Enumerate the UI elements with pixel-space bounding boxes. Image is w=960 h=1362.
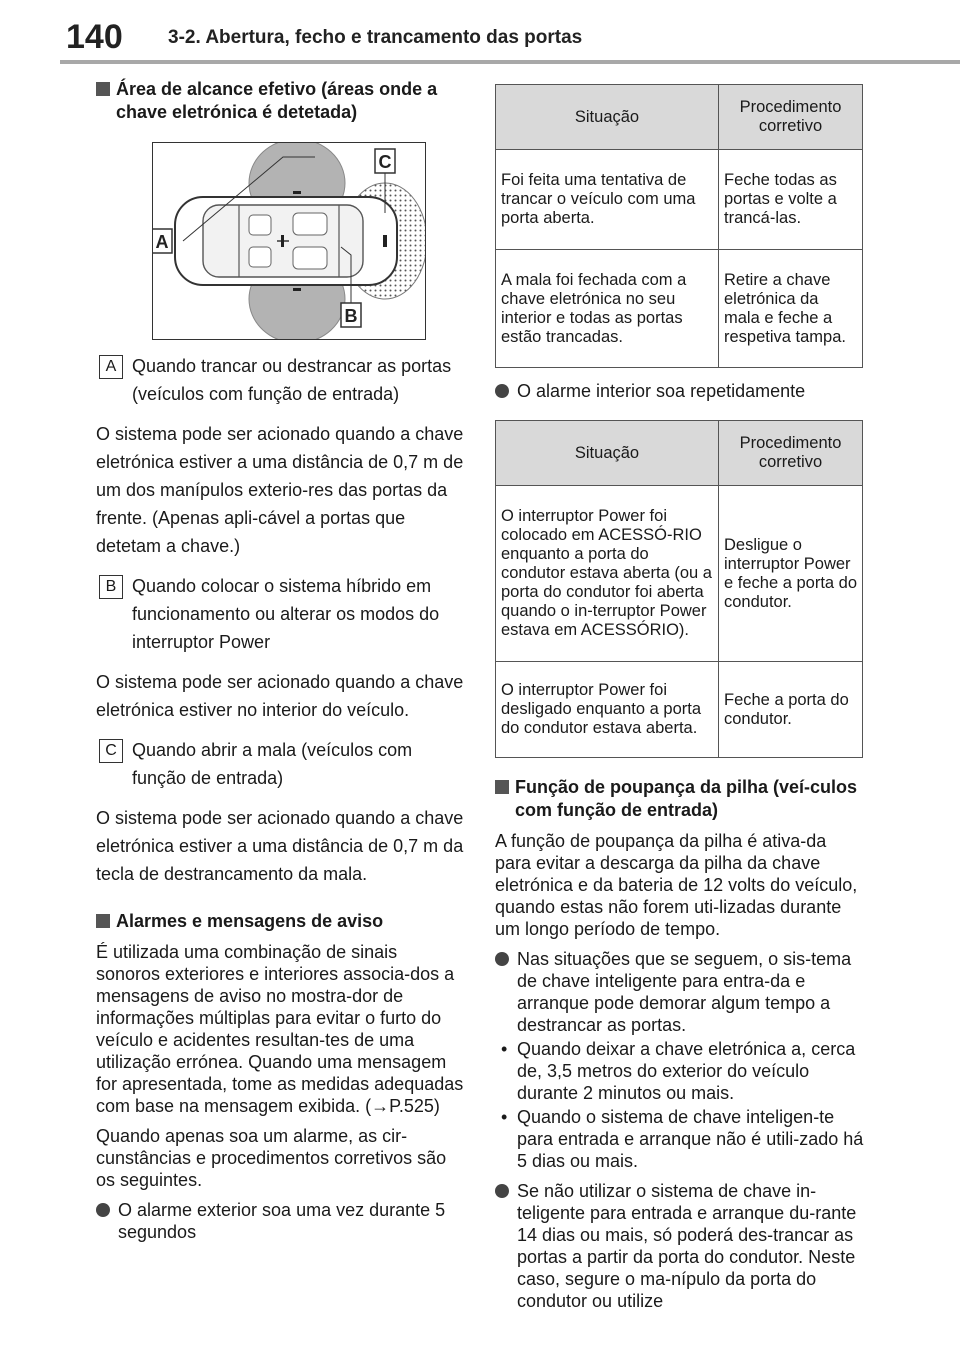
round-bullet-icon — [495, 384, 509, 398]
car-top-view-illustration — [153, 143, 425, 339]
item-b-title: B Quando colocar o sistema híbrido em funcionamento ou alterar os modos do interruptor Power — [96, 572, 466, 656]
letter-box-c: C — [99, 739, 123, 763]
table-cell-situation: O interruptor Power foi desligado enquanto a porta do condutor estava aberta. — [496, 662, 719, 758]
table-cell-situation: A mala foi fechada com a chave eletrónica no seu interior e todas as portas estão trancadas. — [496, 250, 719, 368]
header-rule — [60, 60, 960, 64]
figure-label-a: A — [155, 232, 169, 252]
table-row — [496, 662, 863, 758]
item-c-desc: O sistema pode ser acionado quando a chave eletrónica estiver a uma distância de 0,7 m da tecla de destrancamento da mala. — [96, 808, 464, 884]
battery-bullet-2: Se não utilizar o sistema de chave in-teligente para entrada e arranque du-rante 14 dias ou mais, só poderá des-trancar as portas a partir da porta do condutor. Neste caso, segure o ma-nípulo da porta do condutor ou utilize — [495, 1180, 865, 1312]
battery-dash-2: • Quando o sistema de chave inteligen-te para entrada e arranque não é utili-zado há 5 dias ou mais. — [501, 1107, 864, 1171]
battery-saving-heading: Função de poupança da pilha (veí-culos com função de entrada) — [495, 776, 865, 822]
battery-dash-1: • Quando deixar a chave eletrónica a, cerca de, 3,5 metros do exterior do veículo durante 2 minutos ou mais. — [501, 1039, 856, 1103]
table-cell-situation: Foi feita uma tentativa de trancar o veículo com uma porta aberta. — [496, 150, 719, 250]
item-c-title: C Quando abrir a mala (veículos com função de entrada) — [96, 736, 466, 792]
exterior-alarm-table — [495, 84, 863, 368]
table-header-situation: Situação — [496, 85, 719, 150]
battery-bullet-1: Nas situações que se seguem, o sis-tema de chave inteligente para entra-da e arranque pode demorar algum tempo a destrancar as portas. — [495, 948, 865, 1036]
table-cell-procedure: Retire a chave eletrónica da mala e feche a respetiva tampa. — [719, 250, 863, 368]
interior-alarm-table — [495, 420, 863, 758]
exterior-alarm-bullet: O alarme exterior soa uma vez durante 5 segundos — [96, 1199, 466, 1243]
alarms-paragraph-2: Quando apenas soa um alarme, as cir-cunstâncias e procedimentos corretivos são os seguintes. — [96, 1126, 447, 1190]
item-a-desc: O sistema pode ser acionado quando a chave eletrónica estiver a uma distância de 0,7 m de um dos manípulos exterio-res das portas da frente. (Apenas apli-cável a portas que detetam a chave.) — [96, 424, 464, 556]
item-a-title: A Quando trancar ou destrancar as portas (veículos com função de entrada) — [96, 352, 466, 408]
interior-alarm-bullet: O alarme interior soa repetidamente — [495, 380, 865, 402]
table-header-procedure: Procedimento corretivo — [719, 85, 863, 150]
battery-saving-paragraph: A função de poupança da pilha é ativa-da para evitar a descarga da pilha da chave eletrónica e da bateria de 12 volts do veículo, quando estas não forem uti-lizadas durante um longo período de tempo. — [495, 831, 858, 939]
page-number: 140 — [66, 18, 123, 56]
table-row — [496, 150, 863, 250]
square-bullet-icon — [96, 82, 110, 96]
table-header-procedure: Procedimento corretivo — [719, 421, 863, 486]
round-bullet-icon — [495, 1184, 509, 1198]
round-bullet-icon — [495, 952, 509, 966]
table-cell-procedure: Desligue o interruptor Power e feche a porta do condutor. — [719, 486, 863, 662]
alarms-heading: Alarmes e mensagens de aviso — [96, 910, 466, 933]
table-row — [496, 486, 863, 662]
right-column — [495, 84, 865, 1312]
item-b-desc: O sistema pode ser acionado quando a chave eletrónica estiver no interior do veículo. — [96, 672, 464, 720]
table-cell-procedure: Feche todas as portas e volte a trancá-las. — [719, 150, 863, 250]
square-bullet-icon — [495, 780, 509, 794]
left-column — [96, 78, 466, 1243]
detection-range-figure — [152, 142, 426, 340]
chapter-title: 3-2. Abertura, fecho e trancamento das portas — [168, 27, 583, 48]
range-heading: Área de alcance efetivo (áreas onde a chave eletrónica é detetada) — [96, 78, 466, 124]
alarms-paragraph: É utilizada uma combinação de sinais sonoros exteriores e interiores associa-dos a mensagens de aviso no mostra-dor de informações múltiplas para evitar o furto do veículo e acidentes resultan-tes de uma utilização errónea. Quando uma mensagem for apresentada, tome as medidas adequadas com base na mensagem exibida. (→P.525) — [96, 942, 464, 1116]
table-cell-procedure: Feche a porta do condutor. — [719, 662, 863, 758]
page-header — [0, 0, 960, 64]
figure-label-b: B — [344, 306, 358, 326]
letter-box-b: B — [99, 575, 123, 599]
letter-box-a: A — [99, 355, 123, 379]
table-header-situation: Situação — [496, 421, 719, 486]
table-row — [496, 250, 863, 368]
square-bullet-icon — [96, 914, 110, 928]
round-bullet-icon — [96, 1203, 110, 1217]
figure-label-c: C — [378, 152, 392, 172]
table-cell-situation: O interruptor Power foi colocado em ACESSÓ-RIO enquanto a porta do condutor estava aberta (ou a porta do condutor foi aberta quando o in-terruptor Power estava em ACESSÓRIO). — [496, 486, 719, 662]
